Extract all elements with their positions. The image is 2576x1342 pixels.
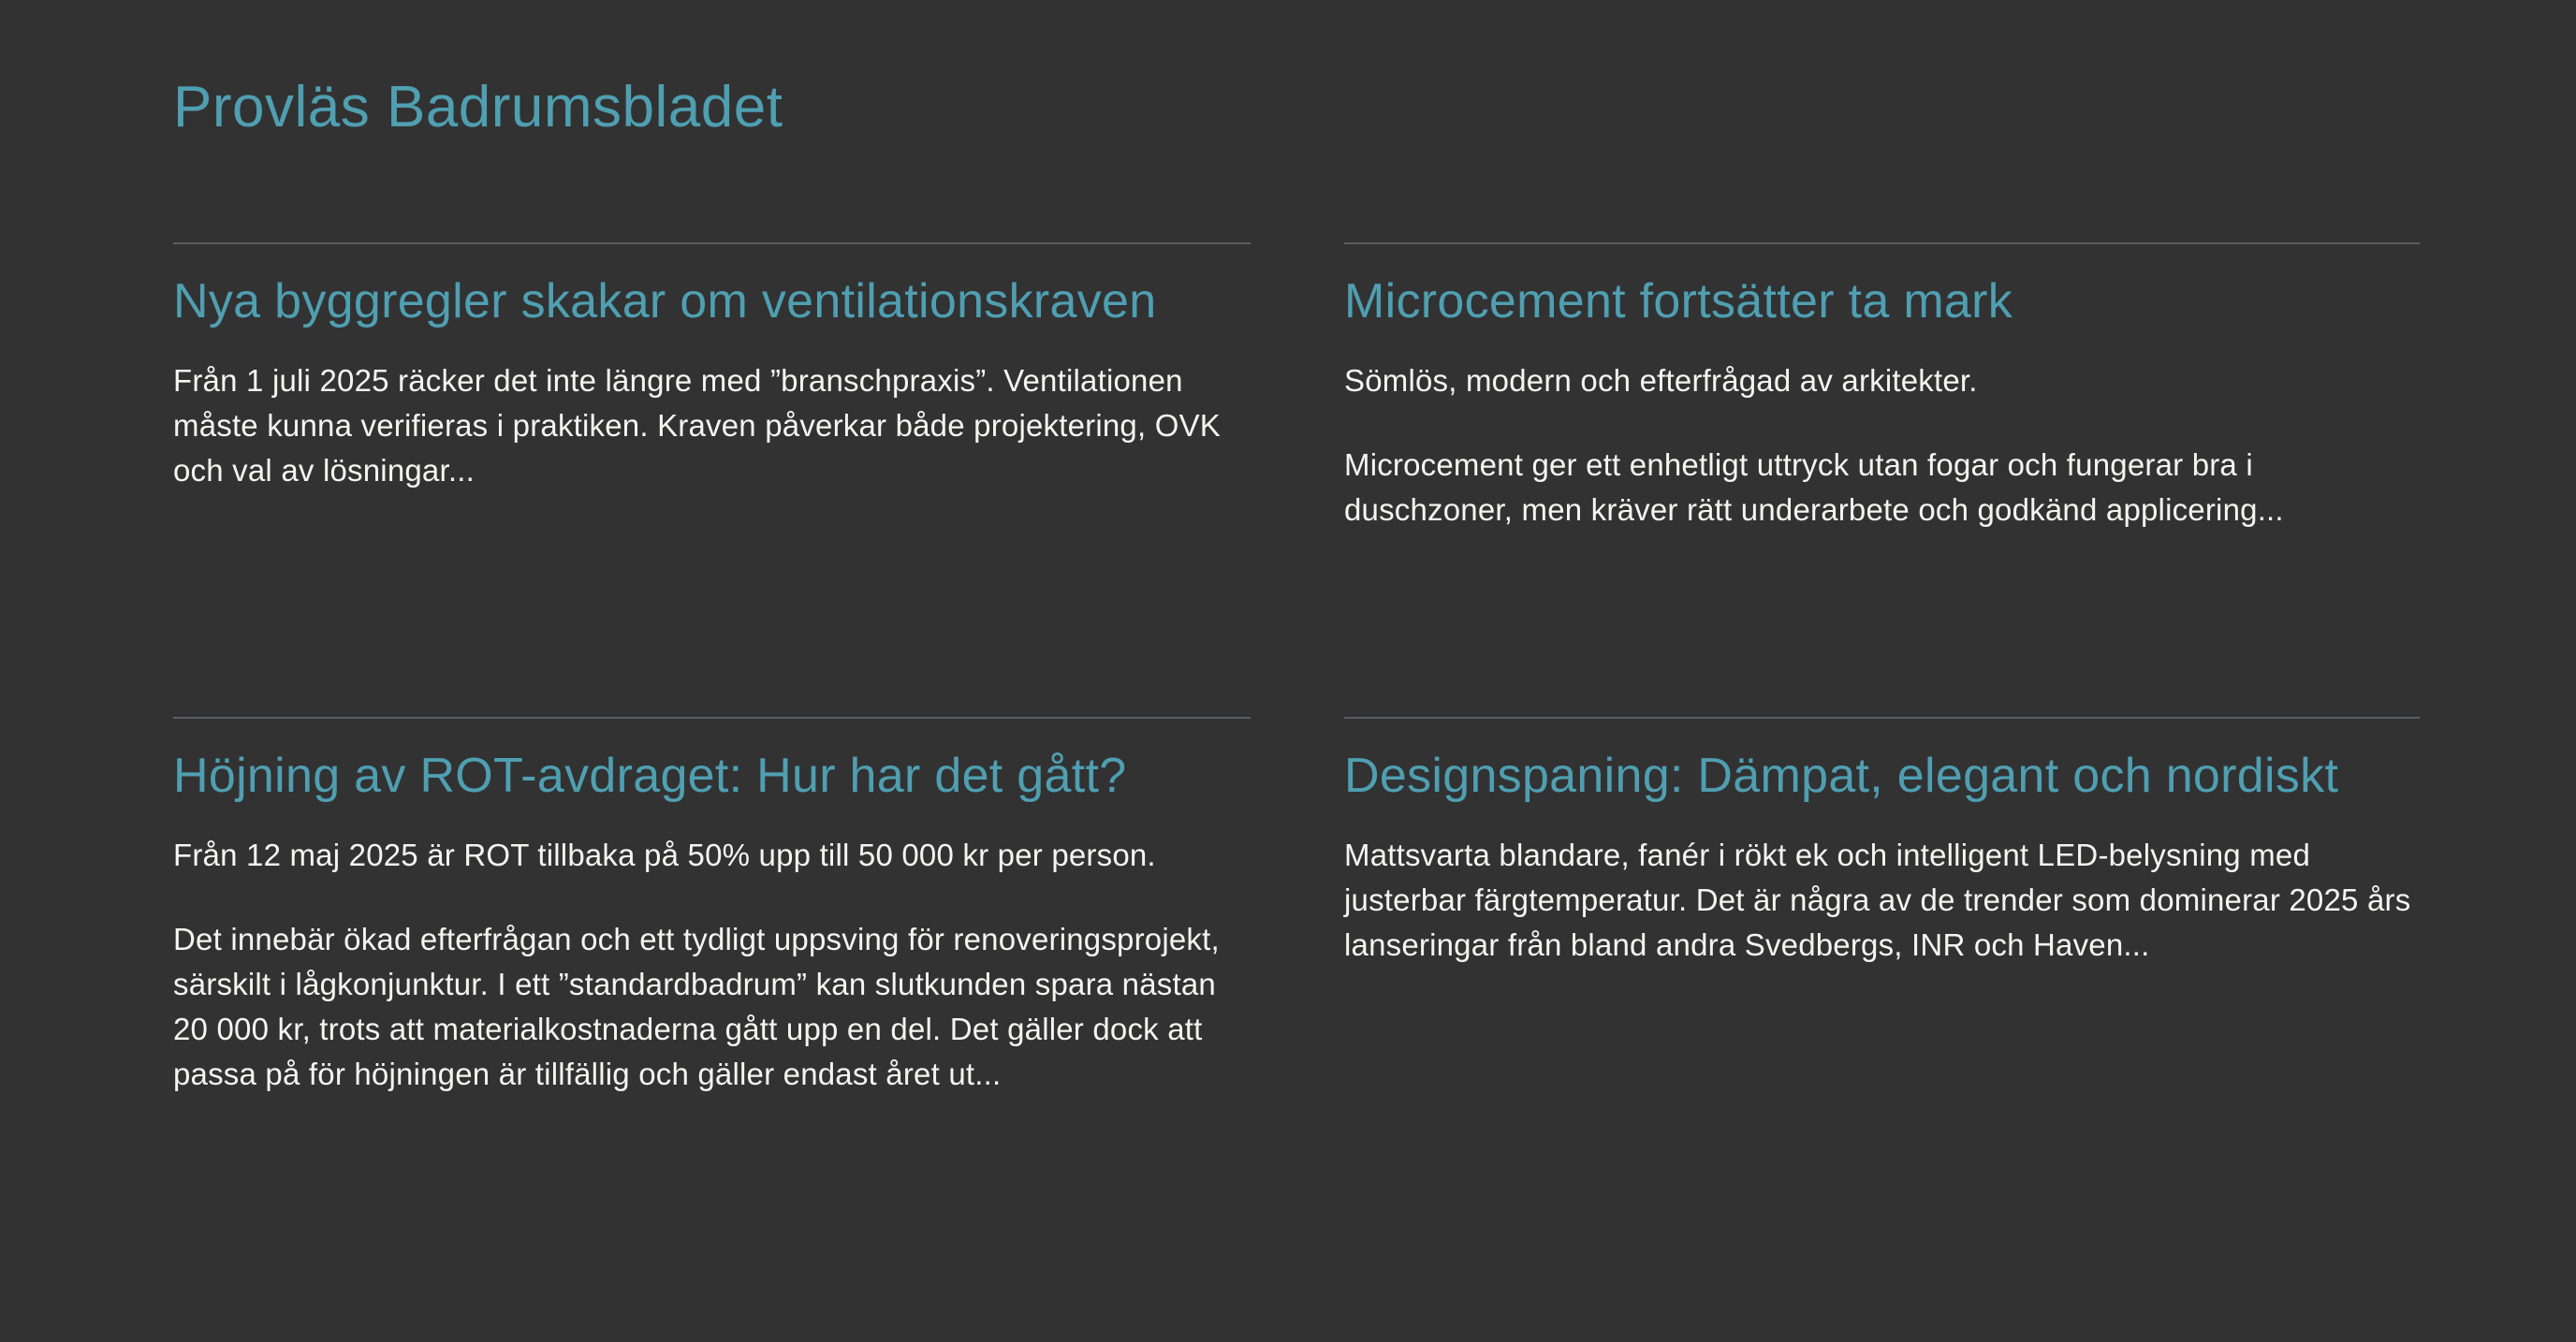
page-title: Provläs Badrumsbladet (173, 75, 783, 139)
article-excerpt: Det innebär ökad efterfrågan och ett tydligt uppsving för renoveringsprojekt, särskilt i lågkonjunktur. I ett ”standardbadrum” kan slutkunden spara nästan 20 000 kr, trots att materialkostnaderna gått upp en del. Det gäller dock att passa på för höjningen är tillfällig och gäller endast året ut... (173, 921, 1220, 1091)
article-excerpt: Mattsvarta blandare, fanér i rökt ek och intelligent LED-belysning med justerbar färgtemperatur. Det är några av de trender som dominerar 2025 års lanseringar från bland andra Svedbergs, INR och Haven... (1344, 837, 2411, 962)
article-title[interactable]: Nya byggregler skakar om ventilationskraven (173, 274, 1157, 328)
article-teaser-rot-avdrag (173, 717, 1251, 1097)
article-title[interactable]: Designspaning: Dämpat, elegant och nordiskt (1344, 749, 2339, 803)
article-title[interactable]: Höjning av ROT-avdraget: Hur har det gått? (173, 749, 1127, 803)
article-excerpt: Microcement ger ett enhetligt uttryck utan fogar och fungerar bra i duschzoner, men kräver rätt underarbete och godkänd applicering... (1344, 446, 2284, 527)
article-excerpt: Från 1 juli 2025 räcker det inte längre med ”branschpraxis”. Ventilationen måste kunna verifieras i praktiken. Kraven påverkar både projektering, OVK och val av lösningar... (173, 362, 1222, 488)
article-excerpt: Från 12 maj 2025 är ROT tillbaka på 50% upp till 50 000 kr per person. (173, 837, 1156, 872)
article-teaser-designspaning (1344, 717, 2420, 1097)
article-title[interactable]: Microcement fortsätter ta mark (1344, 274, 2013, 328)
article-teaser-ventilation (173, 242, 1251, 717)
article-excerpt: Sömlös, modern och efterfrågad av arkitekter. (1344, 362, 1978, 398)
articles-grid (173, 242, 2420, 1097)
article-teaser-microcement (1344, 242, 2420, 717)
